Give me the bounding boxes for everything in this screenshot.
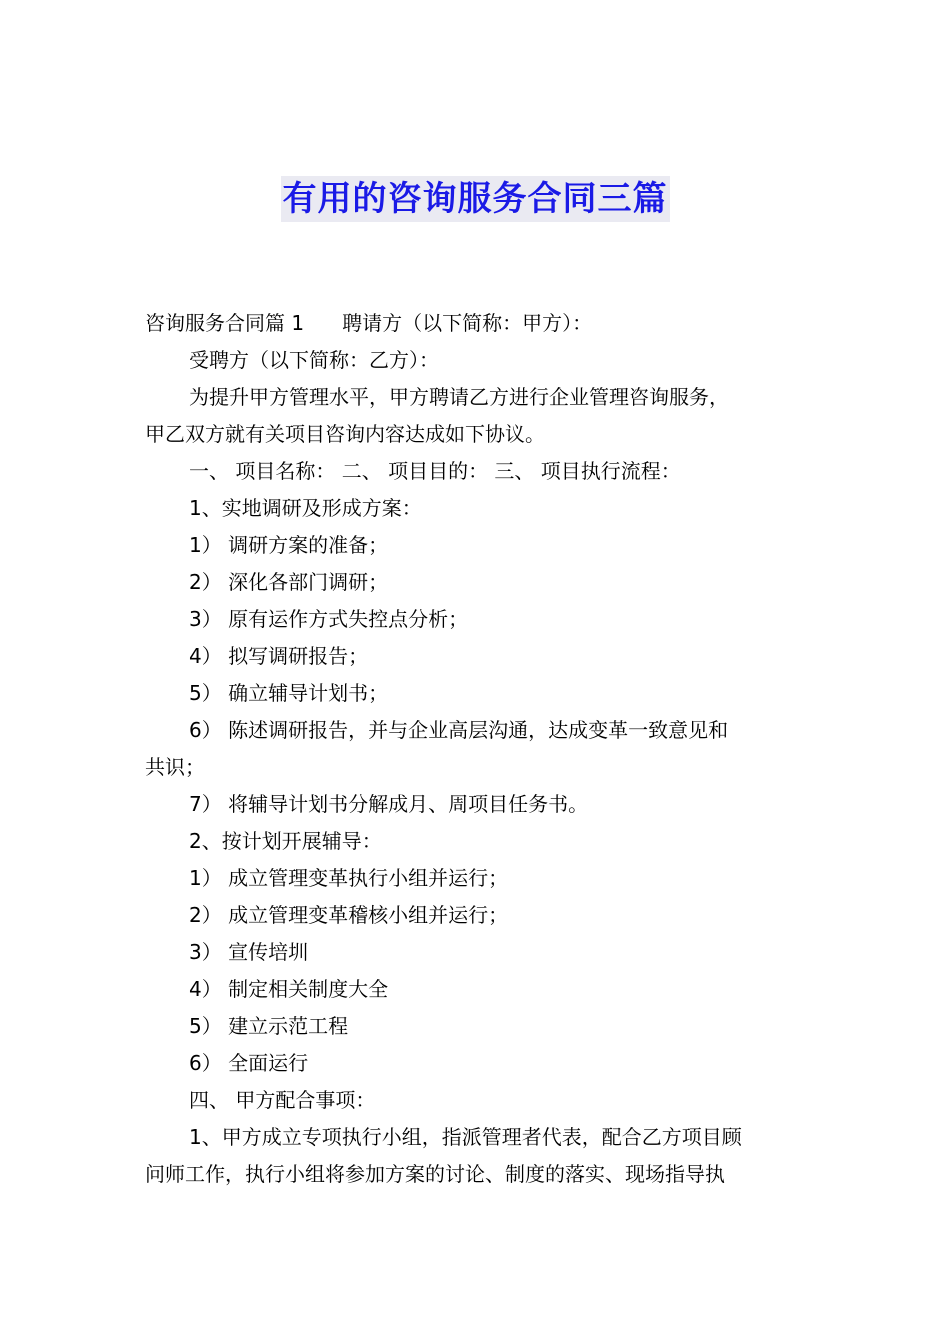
contract-section-label: 咨询服务合同篇 1	[145, 311, 305, 335]
list-item: 7） 将辅导计划书分解成月、周项目任务书。	[189, 792, 589, 816]
paragraph-purpose	[145, 379, 810, 416]
employer-party-label: 聘请方（以下简称：甲方）：	[342, 311, 593, 335]
paragraph-section-headings: 一、 项目名称： 二、 项目目的： 三、 项目执行流程：	[189, 459, 681, 483]
list-item: 6） 全面运行	[189, 1051, 309, 1075]
list-item: 3） 宣传培圳	[189, 940, 309, 964]
paragraph-contract-header	[145, 305, 810, 342]
list-heading-coaching: 2、按计划开展辅导：	[189, 829, 382, 853]
list-item: 6） 陈述调研报告，并与企业高层沟通，达成变革一致意见和	[189, 718, 729, 742]
list-item: 4） 拟写调研报告；	[189, 644, 369, 668]
list-item: 2） 成立管理变革稽核小组并运行；	[189, 903, 509, 927]
document-body	[145, 305, 810, 1193]
list-item: 2） 深化各部门调研；	[189, 570, 389, 594]
document-title: 有用的咨询服务合同三篇	[281, 176, 670, 222]
list-item: 4） 制定相关制度大全	[189, 977, 389, 1001]
paragraph-employee-party: 受聘方（以下简称：乙方）：	[189, 348, 439, 372]
paragraph-cooperation-1-cont: 问师工作，执行小组将参加方案的讨论、制度的落实、现场指导执	[145, 1162, 725, 1186]
list-item: 1） 成立管理变革执行小组并运行；	[189, 866, 509, 890]
title-wrap	[0, 176, 950, 222]
list-item: 5） 建立示范工程	[189, 1014, 349, 1038]
list-item-cont: 共识；	[145, 755, 205, 779]
list-item: 5） 确立辅导计划书；	[189, 681, 389, 705]
section-heading-cooperation: 四、 甲方配合事项：	[189, 1088, 376, 1112]
list-heading-research: 1、实地调研及形成方案：	[189, 496, 422, 520]
paragraph-cooperation-1: 1、甲方成立专项执行小组，指派管理者代表，配合乙方项目顾	[189, 1125, 742, 1149]
paragraph-purpose-cont: 甲乙双方就有关项目咨询内容达成如下协议。	[145, 422, 545, 446]
list-item: 3） 原有运作方式失控点分析；	[189, 607, 469, 631]
paragraph-purpose-line-1: 为提升甲方管理水平，甲方聘请乙方进行企业管理咨询服务，	[189, 385, 729, 409]
list-item: 1） 调研方案的准备；	[189, 533, 389, 557]
